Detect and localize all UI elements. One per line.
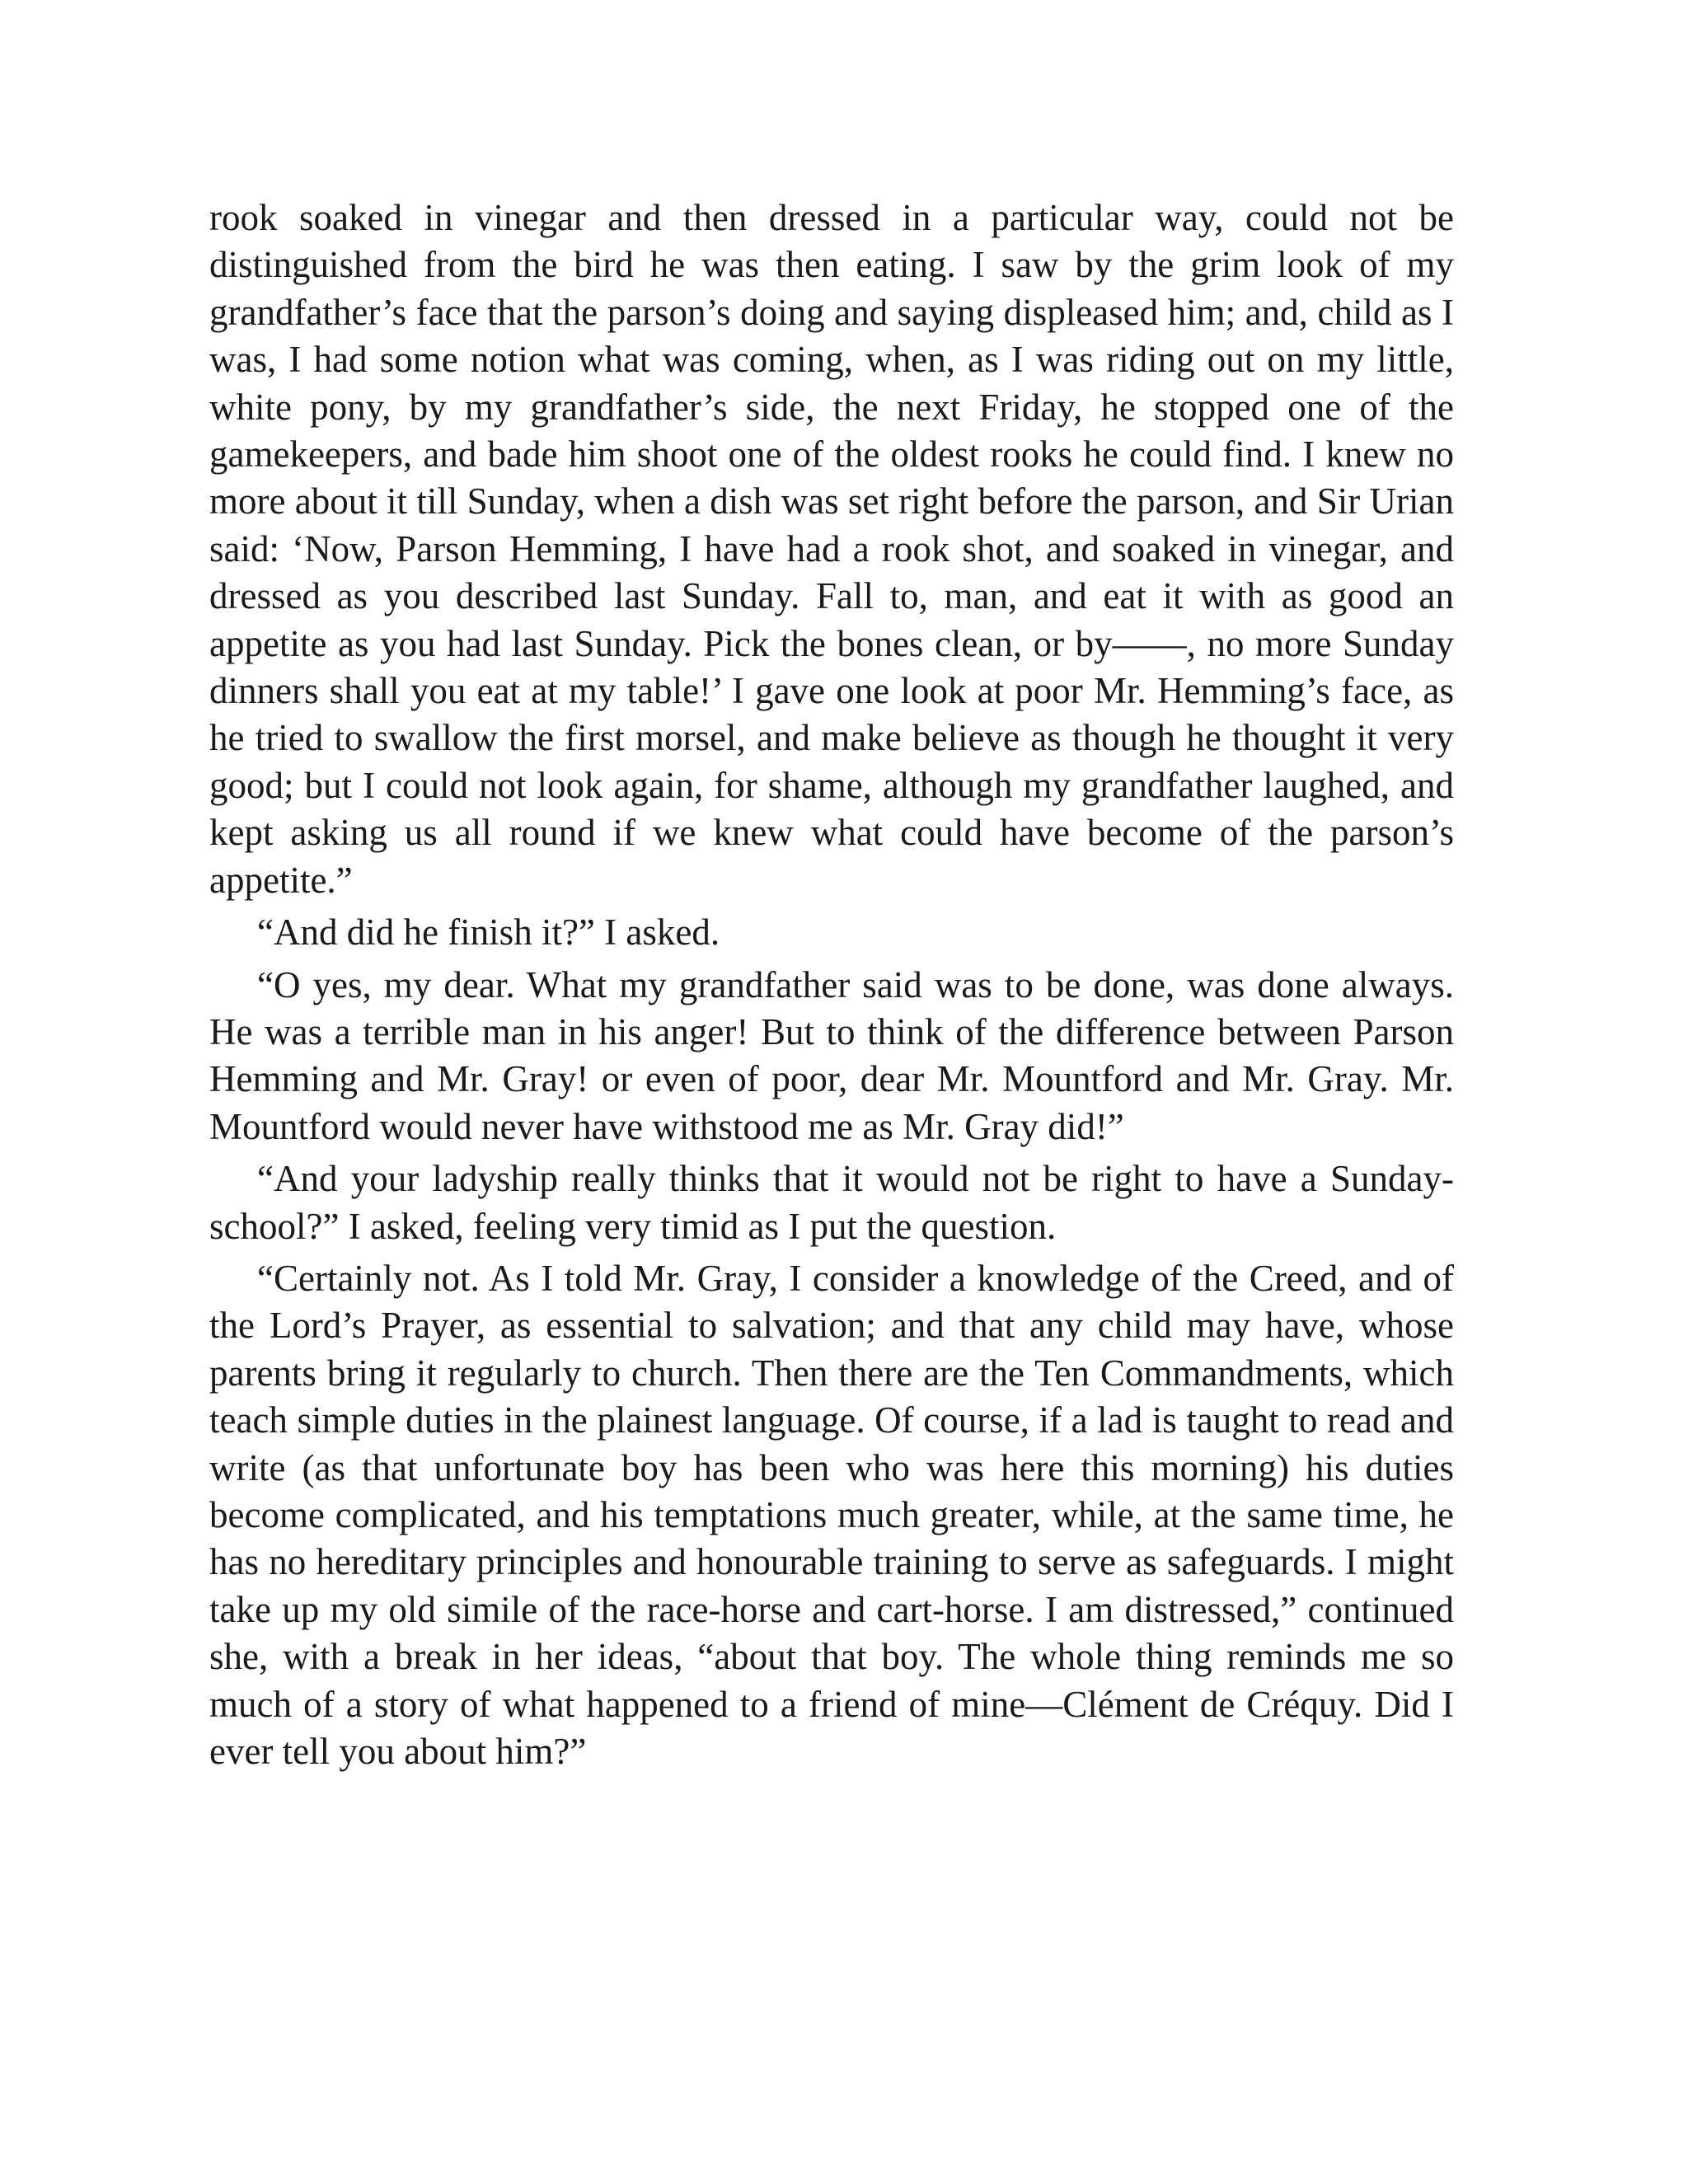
paragraph-1: rook soaked in vinegar and then dressed in a particular way, could not be distinguished from the bird he was then eating. I saw by the grim look of my grandfather’s face that the parson’s doing and saying displeased him; and, child as I was, I had some notion what was coming, when, as I was riding out on my little, white pony, by my grandfather’s side, the next Friday, he stopped one of the gamekeepers, and bade him shoot one of the oldest rooks he could find. I knew no more about it till Sunday, when a dish was set right before the parson, and Sir Urian said: ‘Now, Parson Hemming, I have had a rook shot, and soaked in vinegar, and dressed as you described last Sunday. Fall to, man, and eat it with as good an appetite as you had last Sunday. Pick the bones clean, or by——, no more Sunday dinners shall you eat at my table!’ I gave one look at poor Mr. Hemming’s face, as he tried to swallow the first morsel, and make believe as though he thought it very good; but I could not look again, for shame, although my grandfather laughed, and kept asking us all round if we knew what could have become of the parson’s appetite.” xyxy=(209,197,1454,901)
paragraph-4: “And your ladyship really thinks that it would not be right to have a Sunday-school?” I asked, feeling very timid as I put the question. xyxy=(209,1158,1454,1247)
paragraph-5: “Certainly not. As I told Mr. Gray, I consider a knowledge of the Creed, and of the Lord’s Prayer, as essential to salvation; and that any child may have, whose parents bring it regularly to church. Then there are the Ten Commandments, which teach simple duties in the plainest language. Of course, if a lad is taught to read and write (as that unfortunate boy has been who was here this morning) his duties become complicated, and his temptations much greater, while, at the same time, he has no hereditary principles and honourable training to serve as safeguards. I might take up my old simile of the race-horse and cart-horse. I am distressed,” continued she, with a break in her ideas, “about that boy. The whole thing reminds me so much of a story of what happened to a friend of mine—Clément de Créquy. Did I ever tell you about him?” xyxy=(209,1257,1454,1772)
paragraph-2: “And did he finish it?” I asked. xyxy=(257,912,720,954)
paragraph-3: “O yes, my dear. What my grandfather said was to be done, was done always. He was a terrible man in his anger! But to think of the difference between Parson Hemming and Mr. Gray! or even of poor, dear Mr. Mountford and Mr. Gray. Mr. Mountford would never have withstood me as Mr. Gray did!” xyxy=(209,963,1454,1147)
page-body xyxy=(209,194,1454,1780)
